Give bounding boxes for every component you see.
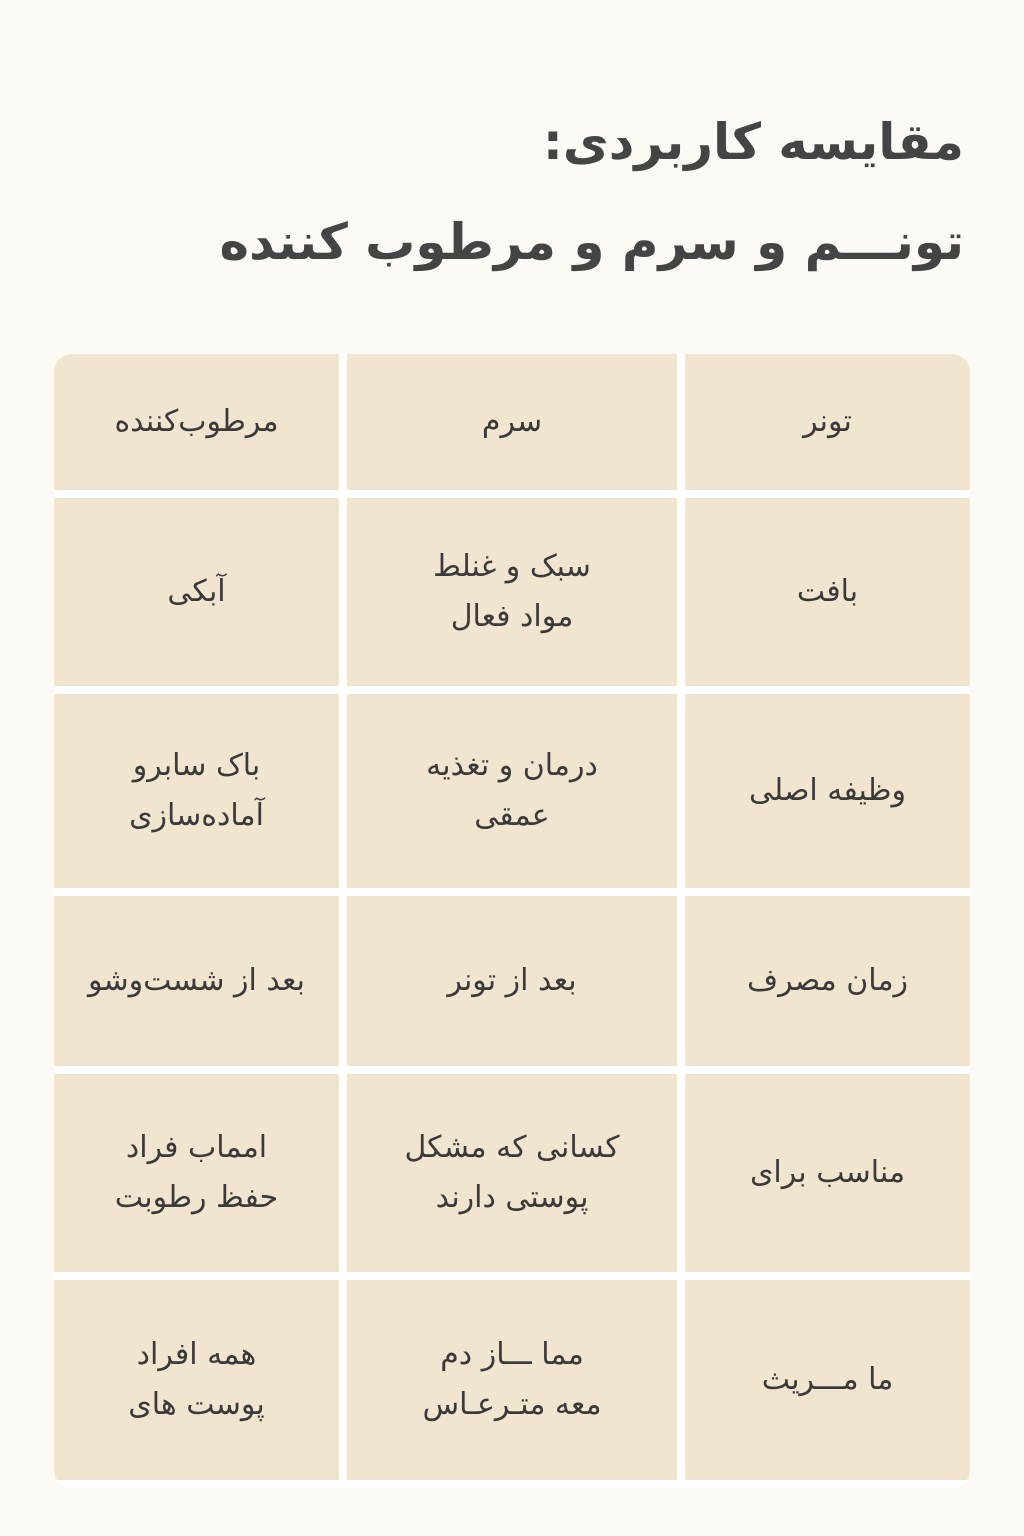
row-label-cell xyxy=(685,1074,970,1272)
serum-cell-line: بعد از تونر xyxy=(447,963,577,998)
moisturizer-cell-line: آماده‌سازی xyxy=(129,798,264,833)
row-label: مناسب برای xyxy=(749,1155,906,1190)
moisturizer-cell xyxy=(54,694,339,888)
page-title-line-1: مقایسه کاربردی: xyxy=(542,113,964,171)
row-label-cell xyxy=(685,896,970,1066)
header-cell-toner xyxy=(685,354,970,490)
serum-cell xyxy=(347,694,677,888)
row-label-cell xyxy=(685,498,970,686)
row-label: زمان مصرف xyxy=(747,963,909,998)
serum-cell-line: درمان و تغذیه xyxy=(426,748,598,783)
header-label-serum: سرم xyxy=(481,404,543,439)
moisturizer-cell-line: حفظ رطوبت xyxy=(114,1180,279,1215)
header-label-toner: تونر xyxy=(803,404,852,439)
comparison-table xyxy=(54,354,970,1488)
moisturizer-cell-line: پوست های xyxy=(128,1387,265,1422)
moisturizer-cell-line: باک سابرو xyxy=(132,748,261,783)
title-block xyxy=(64,92,964,292)
moisturizer-cell xyxy=(54,1280,339,1480)
moisturizer-cell-line: همه افراد xyxy=(136,1337,257,1372)
moisturizer-cell-line: بعد از شست‌وشو xyxy=(88,963,305,998)
serum-cell xyxy=(347,1074,677,1272)
serum-cell-line: پوستی دارند xyxy=(435,1180,589,1215)
moisturizer-cell xyxy=(54,896,339,1066)
moisturizer-cell xyxy=(54,1074,339,1272)
serum-cell xyxy=(347,1280,677,1480)
header-cell-moisturizer xyxy=(54,354,339,490)
moisturizer-cell xyxy=(54,498,339,686)
header-label-moisturizer: مرطوب‌کننده xyxy=(114,404,279,439)
row-label-cell xyxy=(685,1280,970,1480)
moisturizer-cell-line: آبکی xyxy=(167,574,226,609)
serum-cell-line: مواد فعال xyxy=(450,599,574,634)
serum-cell-line: مما ـــاز دم xyxy=(440,1337,584,1372)
serum-cell xyxy=(347,498,677,686)
row-label: وظیفه اصلی xyxy=(749,773,906,808)
moisturizer-cell-line: امماب فراد xyxy=(125,1130,268,1165)
serum-cell-line: کسانی که مشکل xyxy=(404,1130,620,1165)
serum-cell-line: عمقی xyxy=(474,798,550,833)
row-label-cell xyxy=(685,694,970,888)
page-title-line-2: تونـــم و سرم و مرطوب کننده xyxy=(219,213,964,271)
row-label: ما مـــریث xyxy=(761,1362,894,1397)
serum-cell xyxy=(347,896,677,1066)
serum-cell-line: سبک و غنلط xyxy=(433,549,591,584)
serum-cell-line: معه متـرعـاس xyxy=(422,1387,602,1422)
row-label: بافت xyxy=(796,574,859,609)
header-cell-serum xyxy=(347,354,677,490)
